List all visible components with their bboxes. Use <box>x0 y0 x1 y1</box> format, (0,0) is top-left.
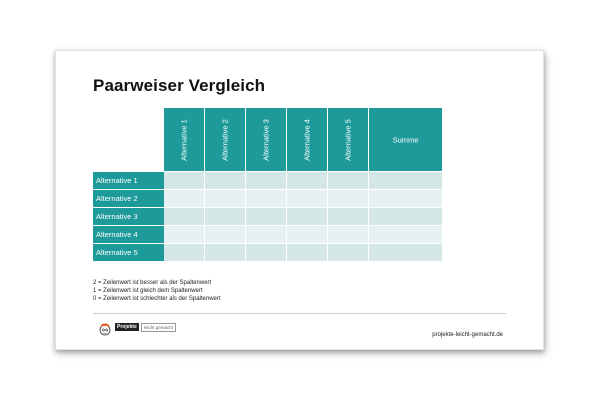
matrix-cell <box>328 244 369 262</box>
matrix-cell <box>246 244 287 262</box>
matrix-cell <box>287 190 328 208</box>
col-header-label: Alternative 2 <box>220 118 230 161</box>
col-header-label: Alternative 1 <box>179 118 189 161</box>
matrix-cell <box>205 190 246 208</box>
matrix-cell <box>164 172 205 190</box>
header-row <box>93 108 442 171</box>
table-row <box>93 208 442 226</box>
col-header-4 <box>287 108 328 171</box>
table-row <box>93 226 442 244</box>
slide <box>55 50 544 350</box>
row-header-3: Alternative 3 <box>93 208 164 226</box>
col-header-2 <box>205 108 246 171</box>
row-header-1: Alternative 1 <box>93 172 164 190</box>
legend-line: 0 = Zeilenwert ist schlechter als der Spaltenwert <box>93 296 221 302</box>
matrix-cell <box>205 244 246 262</box>
sum-label: Summe <box>392 135 419 144</box>
matrix-cell <box>328 208 369 226</box>
matrix-cell <box>205 226 246 244</box>
matrix-cell <box>328 190 369 208</box>
matrix-cell <box>164 208 205 226</box>
col-header-label: Alternative 4 <box>302 118 312 161</box>
comparison-matrix <box>93 108 443 262</box>
col-header-label: Alternative 5 <box>343 118 353 161</box>
logo-brand: Projekte <box>117 324 137 330</box>
col-header-1 <box>164 108 205 171</box>
matrix-cell <box>328 226 369 244</box>
matrix-cell <box>164 244 205 262</box>
sum-cell <box>369 172 443 190</box>
footer-divider <box>93 313 506 314</box>
matrix-cell <box>287 172 328 190</box>
row-header-5: Alternative 5 <box>93 244 164 262</box>
footer-url: projekte-leicht-gemacht.de <box>432 332 503 338</box>
col-header-sum <box>369 108 443 171</box>
legend-line: 1 = Zeilenwert ist gleich dem Spaltenwert <box>93 288 203 294</box>
row-header-4: Alternative 4 <box>93 226 164 244</box>
matrix-cell <box>205 172 246 190</box>
col-header-label: Alternative 3 <box>261 118 271 161</box>
matrix-corner <box>93 108 164 171</box>
legend-line: 2 = Zeilenwert ist besser als der Spaltenwert <box>93 280 212 286</box>
matrix-cell <box>246 208 287 226</box>
matrix-cell <box>246 190 287 208</box>
table-row <box>93 172 442 190</box>
matrix-cell <box>246 226 287 244</box>
sum-cell <box>369 190 443 208</box>
mascot-icon <box>97 321 113 337</box>
table-row <box>93 244 442 262</box>
sum-cell <box>369 208 443 226</box>
page-title: Paarweiser Vergleich <box>93 76 266 95</box>
matrix-cell <box>287 208 328 226</box>
legend <box>93 279 221 303</box>
table-row <box>93 190 442 208</box>
logo-tagline: leicht gemacht <box>141 323 176 332</box>
row-header-2: Alternative 2 <box>93 190 164 208</box>
matrix-cell <box>164 226 205 244</box>
matrix-cell <box>287 226 328 244</box>
matrix-cell <box>205 208 246 226</box>
col-header-5 <box>328 108 369 171</box>
matrix-cell <box>164 190 205 208</box>
matrix-cell <box>246 172 287 190</box>
matrix-cell <box>287 244 328 262</box>
sum-cell <box>369 226 443 244</box>
sum-cell <box>369 244 443 262</box>
col-header-3 <box>246 108 287 171</box>
matrix-cell <box>328 172 369 190</box>
logo <box>97 321 177 337</box>
